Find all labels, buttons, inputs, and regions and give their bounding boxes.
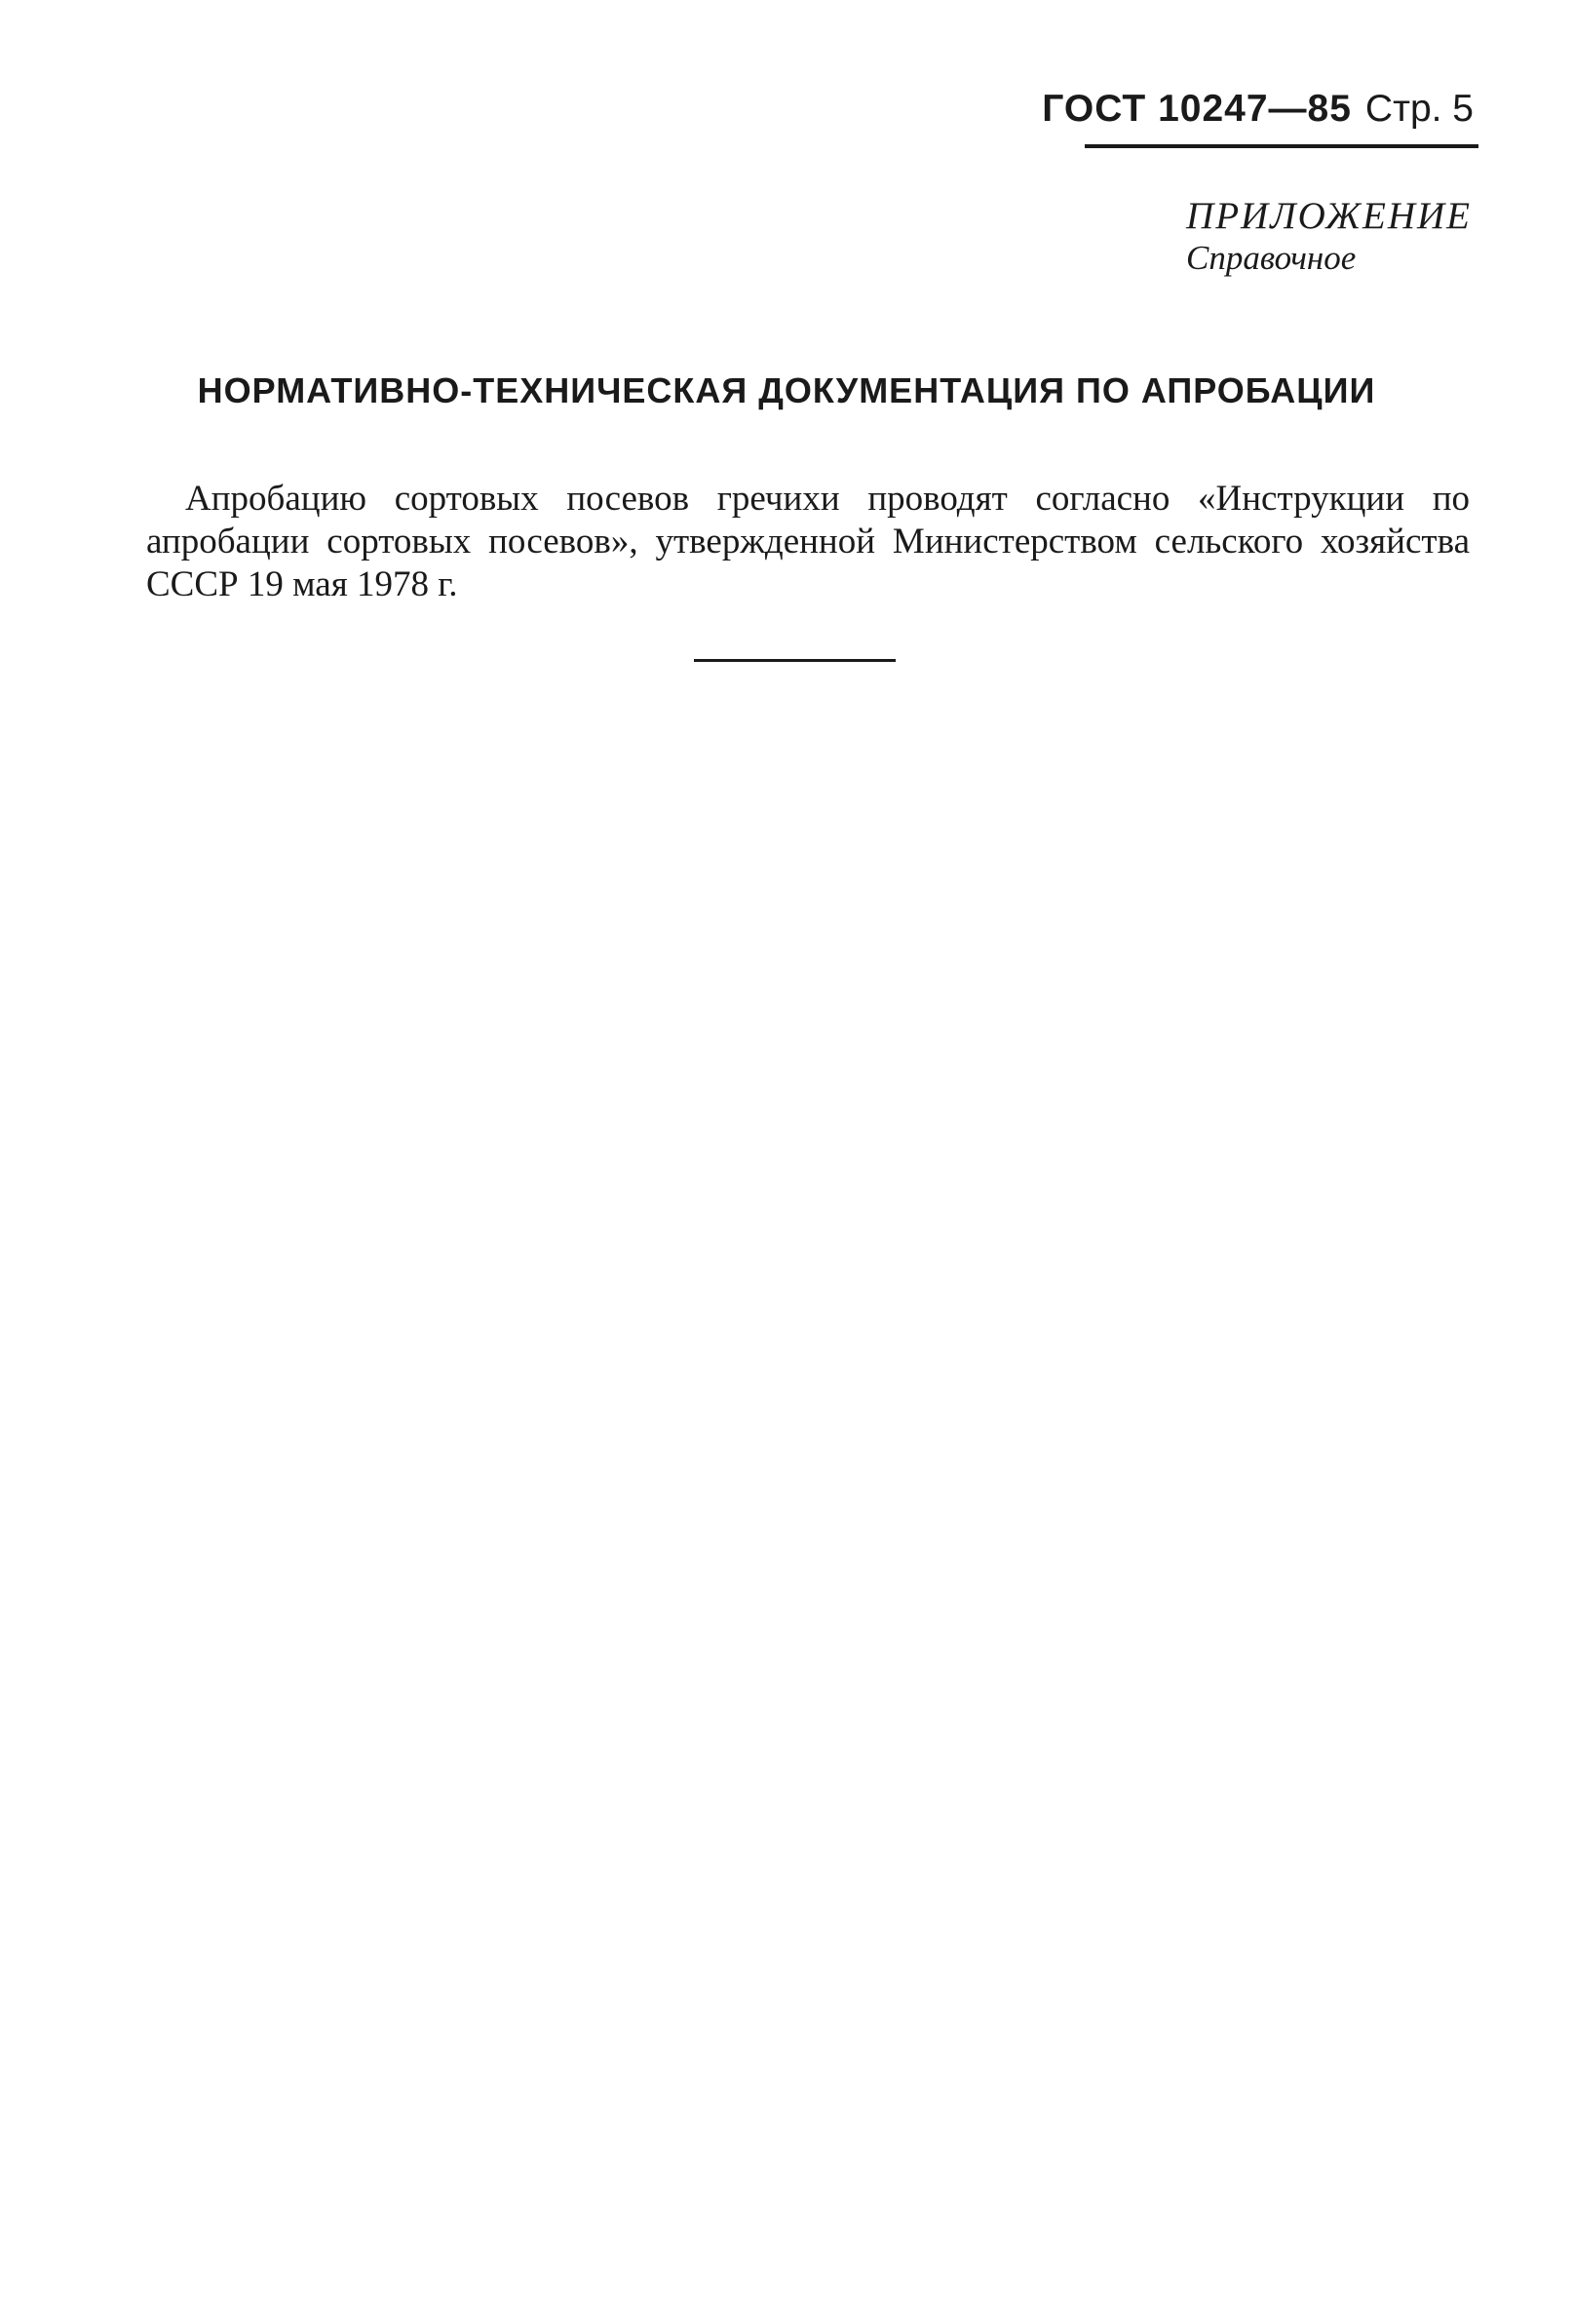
section-title: НОРМАТИВНО-ТЕХНИЧЕСКАЯ ДОКУМЕНТАЦИЯ ПО АПРОБАЦИИ <box>197 370 1376 410</box>
page-number: Стр. 5 <box>1364 88 1474 130</box>
body-paragraph: Апробацию сортовых посевов гречихи проводят согласно «Инструкции по апробации сортовых посевов», утвержденной Министерством сельского хозяйства СССР 19 мая 1978 г. <box>146 479 1470 604</box>
appendix-block <box>1186 195 1472 278</box>
header-divider <box>1085 144 1478 148</box>
appendix-subtitle: Справочное <box>1186 238 1357 277</box>
standard-code: ГОСТ 10247—85 <box>1042 88 1352 130</box>
running-header <box>1042 90 1474 128</box>
appendix-title: ПРИЛОЖЕНИЕ <box>1186 195 1472 237</box>
end-divider <box>694 659 896 662</box>
